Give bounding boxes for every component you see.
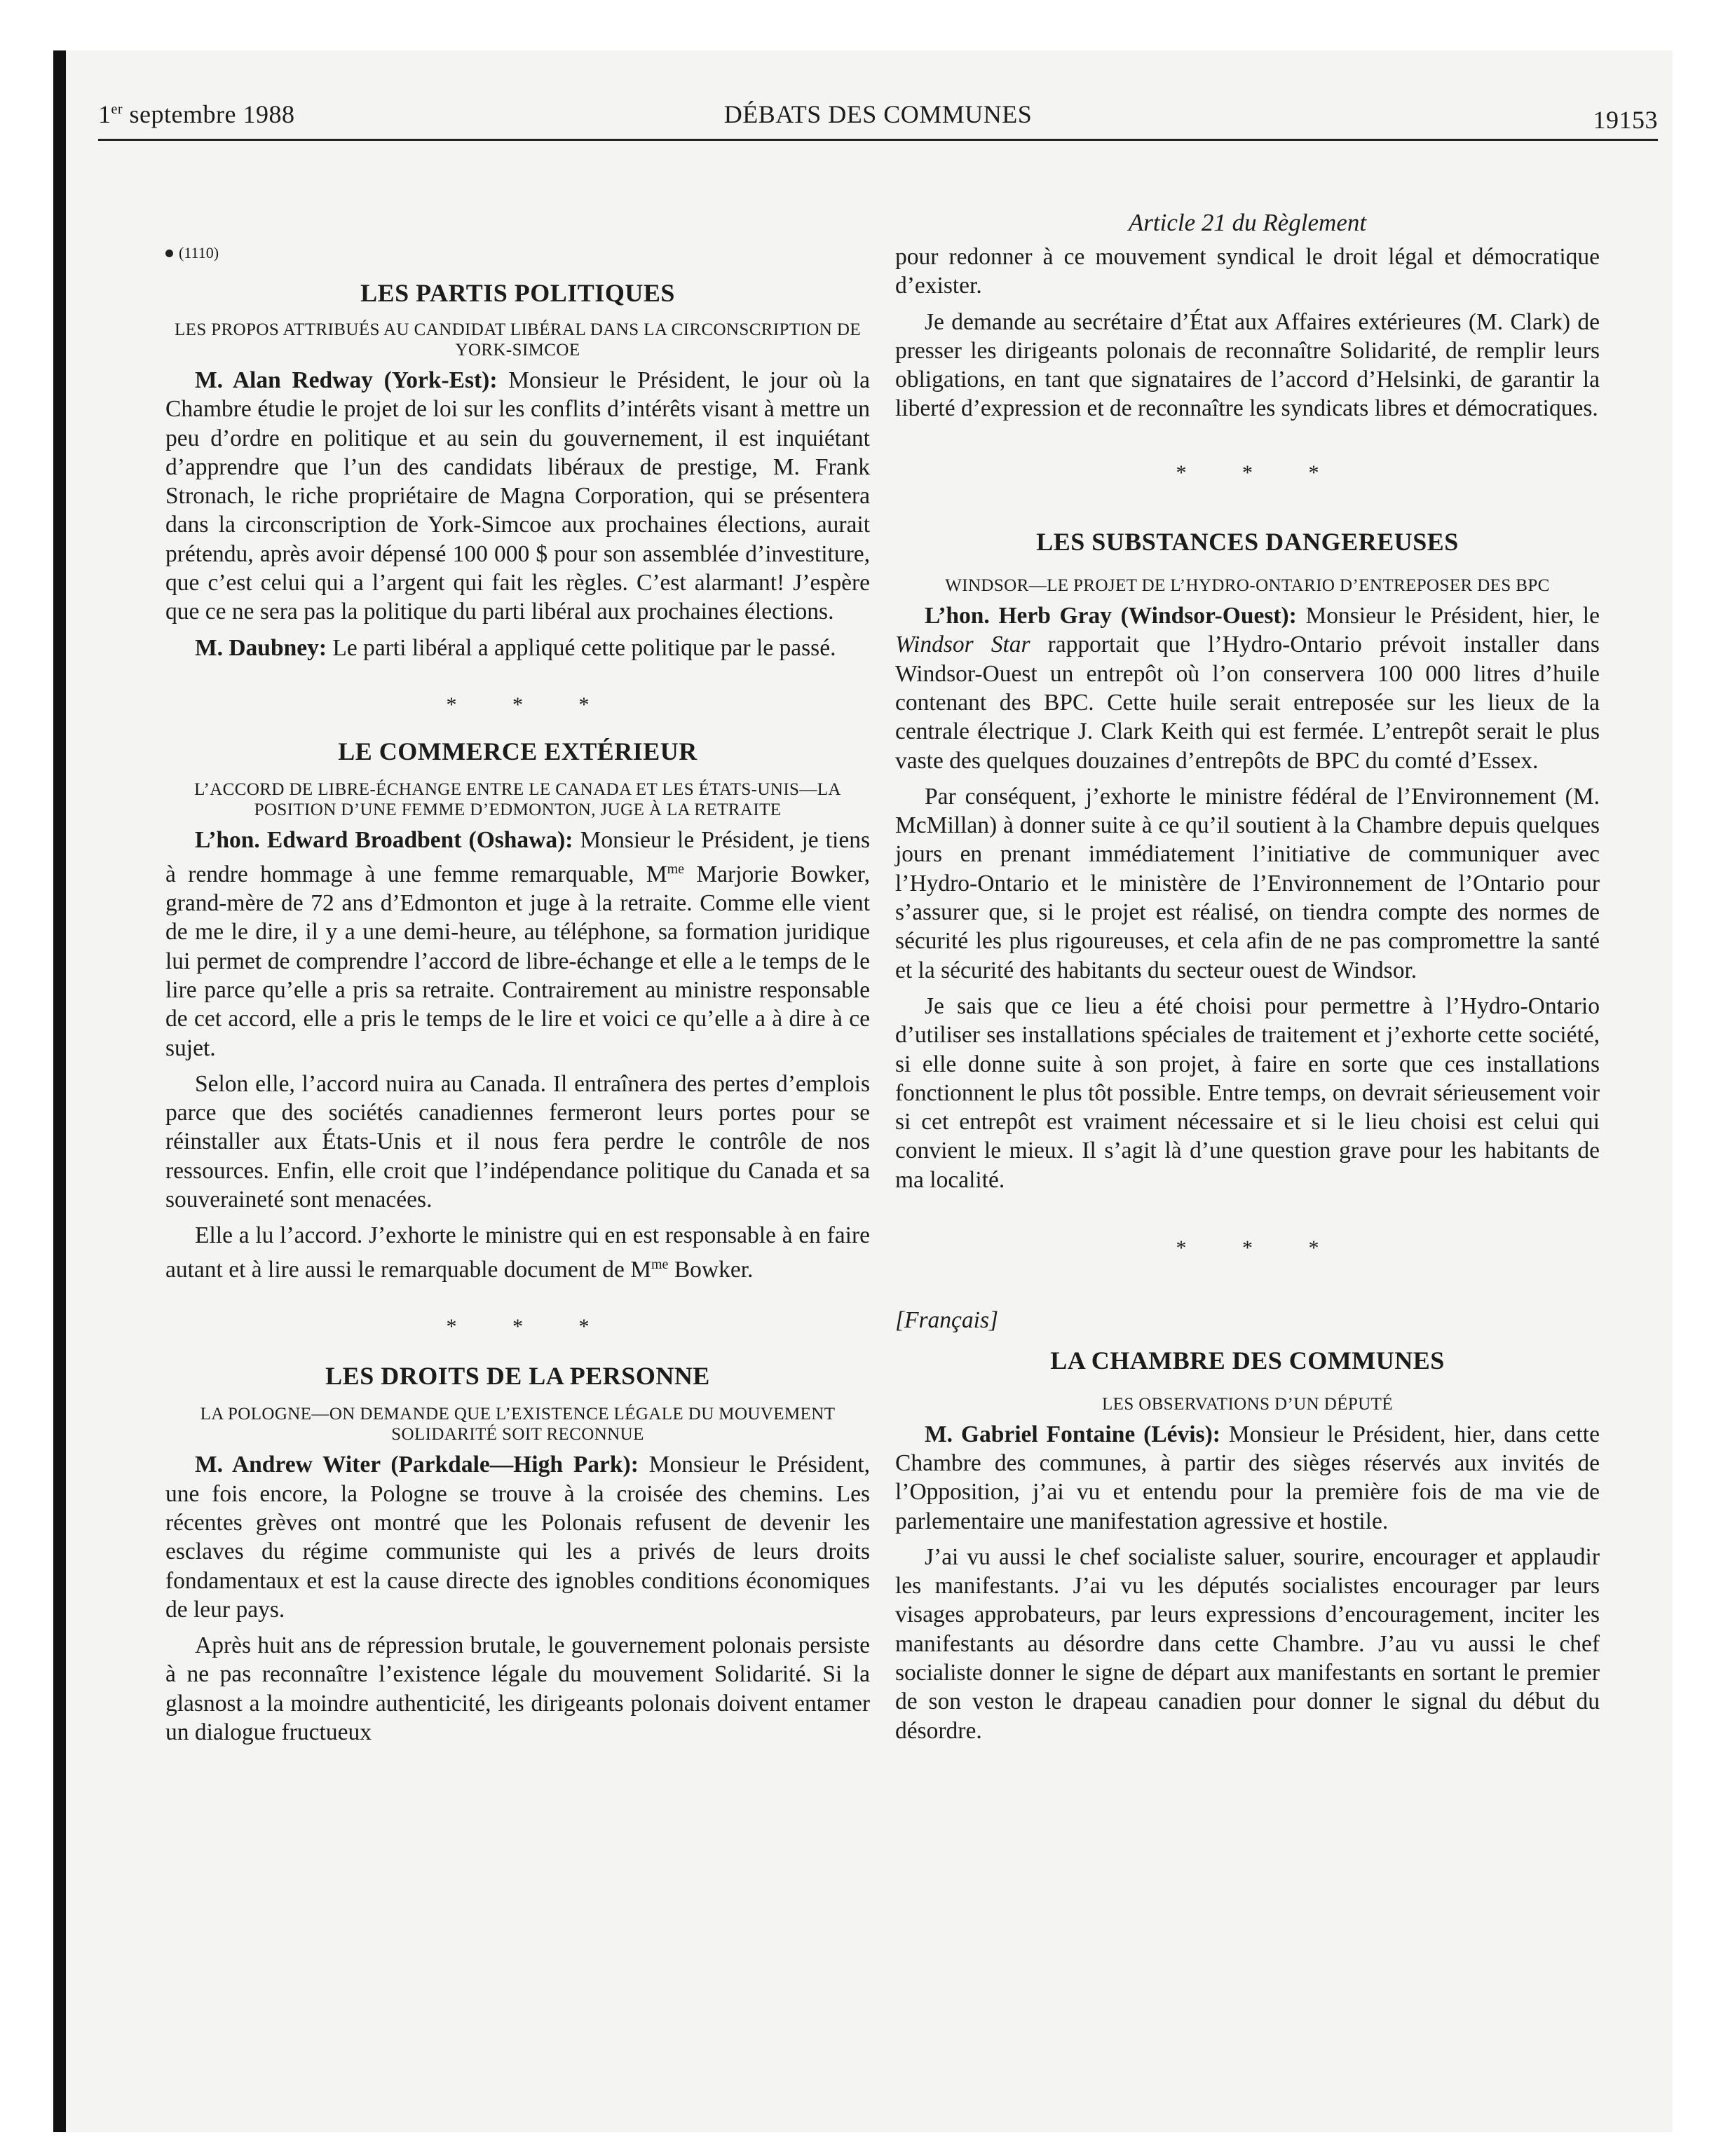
speaker-name: M. Gabriel Fontaine (Lévis): [925,1421,1220,1447]
speech-paragraph [165,1450,870,1624]
speech-text: Le parti libéral a appliqué cette politique par le passé. [326,634,836,661]
speech-paragraph: J’ai vu aussi le chef socialiste saluer, sourire, encourager et applaudir les manifestants. J’ai vu les députés socialistes encourager par leurs visages approbateurs, par leurs expressions d’encouragement, inciter les manifestants au désordre dans cette Chambre. J’au vu aussi le chef socialiste donner le signe de départ aux manifestants en sortant le premier de son veston le drapeau canadien pour donner le signal du début du désordre. [895,1543,1600,1744]
speech-text: Monsieur le Président, je tiens à rendre hommage à une femme remarquable, M [165,827,870,887]
speech-paragraph: Par conséquent, j’exhorte le ministre fédéral de l’Environnement (M. McMillan) à donner suite à ce qu’il soutient à la Chambre depuis quelques jours en prenant immédiatement l’initiative de communiquer avec l’Hydro-Ontario et le ministère de l’Environnement de l’Ontario pour s’assurer que, si le projet est réalisé, on tiendra compte des normes de sécurité les plus rigoureuses, et cela afin de ne pas compromettre la santé et la sécurité des habitants du secteur ouest de Windsor. [895,783,1600,983]
speech-paragraph [165,826,870,1063]
speech-text: Monsieur le Président, le jour où la Chambre étudie le projet de loi sur les conflits d’intérêts visant à mettre un peu d’ordre en politique et au sein du gouvernement, il est inquiétant d’apprendre que l’un des candidats libéraux de prestige, M. Frank Stronach, le riche propriétaire de Magna Corporation, qui se présentera dans la circonscription de York-Simcoe aux prochaines élections, aurait prétendu, après avoir dépensé 100 000 $ pour son assemblée d’investiture, que c’est celui qui a l’argent qui fait les règles. C’est alarmant! J’espère que ce ne sera pas la politique du parti libéral aux prochaines élections. [165,367,870,625]
article-heading: Article 21 du Règlement [1128,209,1367,236]
header-date-rest: septembre 1988 [123,100,295,128]
speaker-name: M. Daubney: [195,634,327,661]
speaker-name: M. Andrew Witer (Parkdale—High Park): [195,1452,639,1478]
section-subtitle: WINDSOR—LE PROJET DE L’HYDRO-ONTARIO D’ENTREPOSER DES BPC [945,576,1550,596]
section-title: LE COMMERCE EXTÉRIEUR [338,737,698,766]
section-subtitle: LA POLOGNE—ON DEMANDE QUE L’EXISTENCE LÉGALE DU MOUVEMENT SOLIDARITÉ SOIT RECONNUE [200,1405,836,1445]
speech-paragraph [895,1420,1600,1536]
header-date-sup: er [111,102,123,117]
speech-text-sup: me [651,1256,669,1272]
journal-title: DÉBATS DES COMMUNES [723,100,1033,128]
speech-paragraph: pour redonner à ce mouvement syndical le droit légal et démocratique d’exister. [895,244,1600,299]
section-subtitle: LES PROPOS ATTRIBUÉS AU CANDIDAT LIBÉRAL DANS LA CIRCONSCRIPTION DE YORK-SIMCOE [175,320,861,360]
speech-text: Elle a lu l’accord. J’exhorte le ministre qui en est responsable à en faire autant et à lire aussi le remarquable document de M [165,1222,870,1283]
section-title: LES DROITS DE LA PERSONNE [325,1362,710,1391]
header-date-day: 1 [98,100,111,128]
scan-top-margin [0,0,1735,50]
speech-text: Bowker. [668,1256,754,1283]
speech-text: Monsieur le Président, une fois encore, la Pologne se trouve à la croisée des chemins. Les récentes grèves ont montré que les Polonais refusent de devenir les esclaves du régime communiste qui les a privés de leurs droits fondamentaux et est la cause directe des ignobles conditions économiques de leur pays. [165,1452,870,1623]
speech-text: Marjorie Bowker, grand-mère de 72 ans d’Edmonton et juge à la retraite. Comme elle vient de me le dire, il y a une demi-heure, au téléphone, sa formation juridique lui permet de comprendre l’accord de libre-échange et elle a le temps de le lire parce qu’elle a pris sa retraite. Contrairement au ministre responsable de cet accord, elle a pris le temps de le lire et voici ce qu’elle a à dire à ce sujet. [165,861,870,1061]
speech-paragraph [165,1221,870,1284]
speech-paragraph [165,366,870,627]
speech-text: rapportait que l’Hydro-Ontario prévoit installer dans Windsor-Ouest un entrepôt où l’on conservera 100 000 litres d’huile contenant des BPC. Cette huile serait entreposée sur les lieux de la centrale électrique J. Clark Keith qui est fermée. L’entrepôt serait le plus vaste des quelques douzaines d’entrepôts de BPC du comté d’Essex. [895,632,1600,774]
speech-paragraph [165,634,870,662]
section-separator: * * * [1176,1236,1345,1260]
left-column [165,147,870,1747]
scan-binding-edge [53,50,66,2132]
speech-paragraph: Je sais que ce lieu a été choisi pour permettre à l’Hydro-Ontario d’utiliser ses installations spéciales de traitement et j’exhorte cette société, si elle donne suite à son projet, à faire en sorte que ces installations fonctionnent le plus tôt possible. Entre temps, on devrait sérieusement voir si cet entrepôt est vraiment nécessaire et si le lieu choisi est celui qui convient le mieux. Il s’agit là d’une question grave pour les habitants de ma localité. [895,992,1600,1193]
section-subtitle: LES OBSERVATIONS D’UN DÉPUTÉ [1101,1394,1393,1414]
speech-paragraph: Selon elle, l’accord nuira au Canada. Il entraînera des pertes d’emplois parce que des sociétés canadiennes fermeront leurs portes pour se réinstaller aux États-Unis et il nous fera perdre le contrôle de nos ressources. Enfin, elle croit que l’indépendance politique du Canada et sa souveraineté sont menacées. [165,1070,870,1213]
speech-paragraph: Après huit ans de répression brutale, le gouvernement polonais persiste à ne pas reconnaître l’existence légale du mouvement Solidarité. Si la glasnost a la moindre authenticité, les dirigeants polonais doivent entamer un dialogue fructueux [165,1632,870,1745]
section-separator: * * * [1176,460,1345,484]
header-rule [98,139,1658,141]
speaker-name: M. Alan Redway (York-Est): [195,367,498,393]
section-subtitle: L’ACCORD DE LIBRE-ÉCHANGE ENTRE LE CANADA ET LES ÉTATS-UNIS—LA POSITION D’UNE FEMME D’EDMONTON, JUGE À LA RETRAITE [194,780,841,820]
speech-text-sup: me [667,861,685,877]
time-marker [165,243,870,264]
running-header [98,100,1658,134]
section-title: LES PARTIS POLITIQUES [360,279,675,307]
page-number: 19153 [1593,106,1658,134]
section-separator: * * * [446,692,615,716]
newspaper-title: Windsor Star [895,632,1030,658]
speech-text: Monsieur le Président, hier, dans cette Chambre des communes, à partir des sièges réservés aux invités de l’Opposition, j’ai vu et entendu pour la première fois de ma vie de parlementaire une manifestation agressive et hostile. [895,1421,1600,1534]
section-title: LA CHAMBRE DES COMMUNES [1050,1346,1445,1374]
speech-text: Monsieur le Président, hier, le [1296,603,1600,629]
speaker-name: L’hon. Edward Broadbent (Oshawa): [195,827,573,854]
speech-paragraph: Je demande au secrétaire d’État aux Affaires extérieures (M. Clark) de presser les dirigeants polonais de reconnaître Solidarité, de remplir leurs obligations, en tant que signataires de l’accord d’Helsinki, de garantir la liberté d’expression et de reconnaître les syndicats libres et démocratiques. [895,308,1600,422]
section-separator: * * * [446,1315,615,1339]
time-marker-text: (1110) [179,244,219,261]
speaker-name: L’hon. Herb Gray (Windsor-Ouest): [925,603,1297,629]
language-tag: [Français] [895,1307,999,1334]
section-title: LES SUBSTANCES DANGEREUSES [1036,528,1459,557]
bullet-icon [165,250,173,257]
right-column [895,147,1600,1745]
speech-paragraph [895,601,1600,775]
